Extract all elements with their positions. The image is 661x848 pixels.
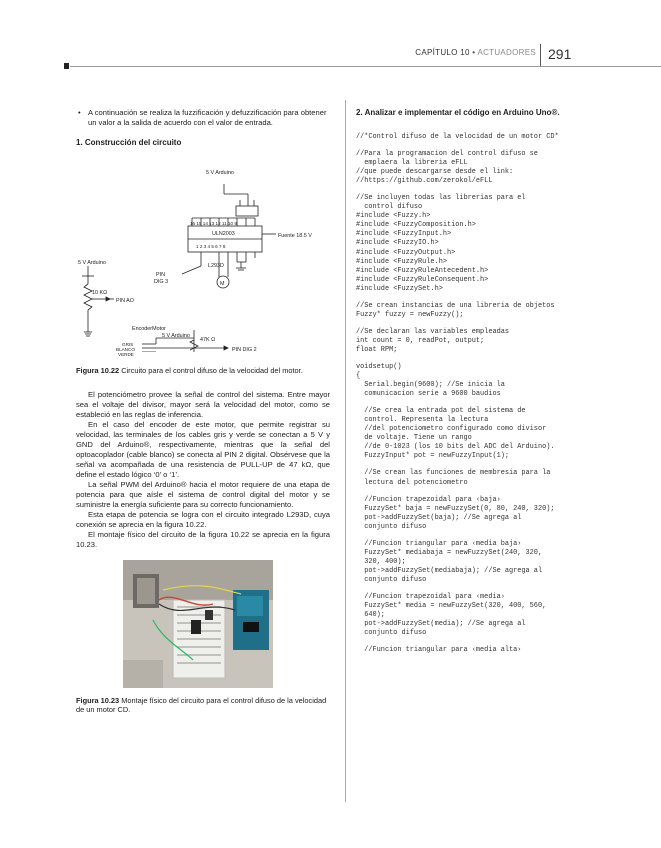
label-pin-ao: PIN AO — [116, 298, 134, 304]
code-block: //Funcion triangular para ‹media baja› FuzzySet* mediabaja = newFuzzySet(240, 320, 320, 400); pot->addFuzzySet(mediabaja); //Se agrega al conjunto difuso — [364, 539, 543, 584]
label-gris: GRIS — [122, 342, 134, 347]
chapter-label: CAPÍTULO 10 — [415, 48, 470, 57]
code-block: //Se crea la entrada pot del sistema de control. Representa la lectura //del potenciometro configurado como divisor de voltaje. Tiene un rango //de 0-1023 (los 10 bits del ADC del Arduino). FuzzyInput* pot = newFuzzyInput(1); — [364, 407, 555, 461]
caption-label: Figura 10.22 — [76, 366, 120, 375]
column-divider — [345, 100, 346, 802]
code-block: //Se declaran las variables empleadas int count = 0, readPot, output; float RPM; — [356, 327, 509, 354]
label-pins-top: 16 15 14 13 12 11 10 9 — [190, 221, 237, 226]
label-10k: 10 KΩ — [92, 290, 108, 296]
label-5v-encoder: 5 V Arduino — [162, 333, 190, 339]
paragraph: La señal PWM del Arduino® hacia el motor requiere de una etapa de potencia para que aísle el sistema de control digital del motor y se suministre la energía suficiente para su correcto funcionamiento. — [76, 479, 330, 509]
motor-icon: M — [220, 281, 225, 287]
label-encoder: EncoderMotor — [132, 326, 166, 332]
label-pin-dig2: PIN DIG 2 — [232, 347, 257, 353]
code-block: //Funcion trapezoidal para ‹media› FuzzySet* media = newFuzzySet(320, 400, 560, 640); pot->addFuzzySet(media); //Se agrega al conjunto difuso — [364, 592, 547, 638]
label-47k: 47K Ω — [200, 337, 216, 343]
circuit-photo-image — [123, 560, 273, 688]
label-pin-dig3-b: DIG 3 — [154, 279, 169, 285]
bullet-item: • A continuación se realiza la fuzzificación y defuzzificación para obtener un valor a la salida de acuerdo con el valor de entrada. — [76, 108, 330, 128]
label-fuente: Fuente 18.5 V — [278, 233, 312, 239]
section-label: ACTUADORES — [477, 48, 536, 57]
figure-caption-10-23 — [76, 696, 330, 715]
label-5v-left: 5 V Arduino — [78, 260, 106, 266]
header-marker — [64, 63, 69, 69]
circuit-schematic — [76, 154, 330, 352]
code-block: voidsetup() { Serial.begin(9600); //Se inicia la comunicacion serie a 9600 baudios — [356, 362, 505, 399]
section-heading-code: 2. Analizar e implementar el código en Arduino Uno®. — [356, 108, 560, 117]
right-column — [356, 108, 614, 663]
header-rule — [70, 66, 661, 67]
caption-text: Montaje físico del circuito para el control difuso de la velocidad de un motor CD. — [76, 695, 327, 715]
paragraph: El potenciómetro provee la señal de control del sistema. Entre mayor sea el voltaje del divisor, mayor será la velocidad del motor, como se estableció en las reglas de inferencia. — [76, 389, 330, 419]
left-column — [76, 108, 330, 715]
figure-caption-10-22 — [76, 366, 330, 376]
code-block: //Funcion trapezoidal para ‹baja› FuzzySet* baja = newFuzzySet(0, 80, 240, 320); pot->addFuzzySet(baja); //Se agrega al conjunto difuso — [364, 495, 555, 531]
label-pins-bottom: 1 2 3 4 5 6 7 8 — [196, 244, 226, 249]
paragraph: En el caso del encoder de este motor, que permite registrar su velocidad, las terminales de los cables gris y verde se conectan a 5 V y GND del Arduino®, respectivamente, mientras que la señal del optoacoplador (cable blanco) se conecta al PIN 2 digital. Obsérvese que la señal va acompañada de una resistencia de PULL-UP de 47 kΩ, que define el estado lógico ‘0’ o ‘1’. — [76, 419, 330, 479]
caption-label: Figura 10.23 — [76, 695, 120, 705]
code-block: //Funcion triangular para ‹media alta› — [356, 646, 522, 655]
code-block: //*Control difuso de la velocidad de un motor CD* — [356, 133, 559, 141]
label-l293d: L293D — [208, 263, 224, 269]
paragraph: Esta etapa de potencia se logra con el circuito integrado L293D, cuya conexión se aprecia en la figura 10.22. — [76, 509, 330, 529]
label-verde: VERDE — [118, 352, 134, 357]
section-heading-circuit: 1. Construcción del circuito — [76, 138, 182, 147]
paragraph: El montaje físico del circuito de la figura 10.22 se aprecia en la figura 10.23. — [76, 529, 330, 549]
code-block: //Para la programacion del control difuso se emplaera la libreria eFLL //que puede descargarse desde el link: //https://github.com/zerokol/eFLL — [356, 150, 538, 186]
label-5v-top: 5 V Arduino — [206, 170, 234, 176]
caption-text: Circuito para el control difuso de la velocidad del motor. — [119, 366, 303, 375]
running-header: CAPÍTULO 10 • ACTUADORES — [415, 48, 536, 57]
code-block: //Se incluyen todas las librerias para el control difuso #include <Fuzzy.h> #include <FuzzyComposition.h> #include <FuzzyInput.h> #include <FuzzyIO.h> #include <FuzzyOutput.h> #include <FuzzyRule.h> #include <FuzzyRuleAntecedent.h> #include <FuzzyRuleConsequent.h> #include <FuzzySet.h> — [356, 194, 526, 293]
label-blanco: BLANCO — [116, 347, 135, 352]
circuit-photo — [123, 560, 273, 688]
code-block: //Se crean las funciones de membresia para la lectura del potenciometro — [364, 469, 551, 487]
label-uln2003: ULN2003 — [212, 231, 235, 237]
circuit-diagram — [76, 154, 330, 357]
label-pin-dig3-a: PIN — [156, 272, 165, 278]
page-number: 291 — [548, 46, 572, 62]
code-block: //Se crean instancias de una libreria de objetos Fuzzy* fuzzy = newFuzzy(); — [356, 301, 555, 319]
header-separator — [540, 44, 541, 66]
